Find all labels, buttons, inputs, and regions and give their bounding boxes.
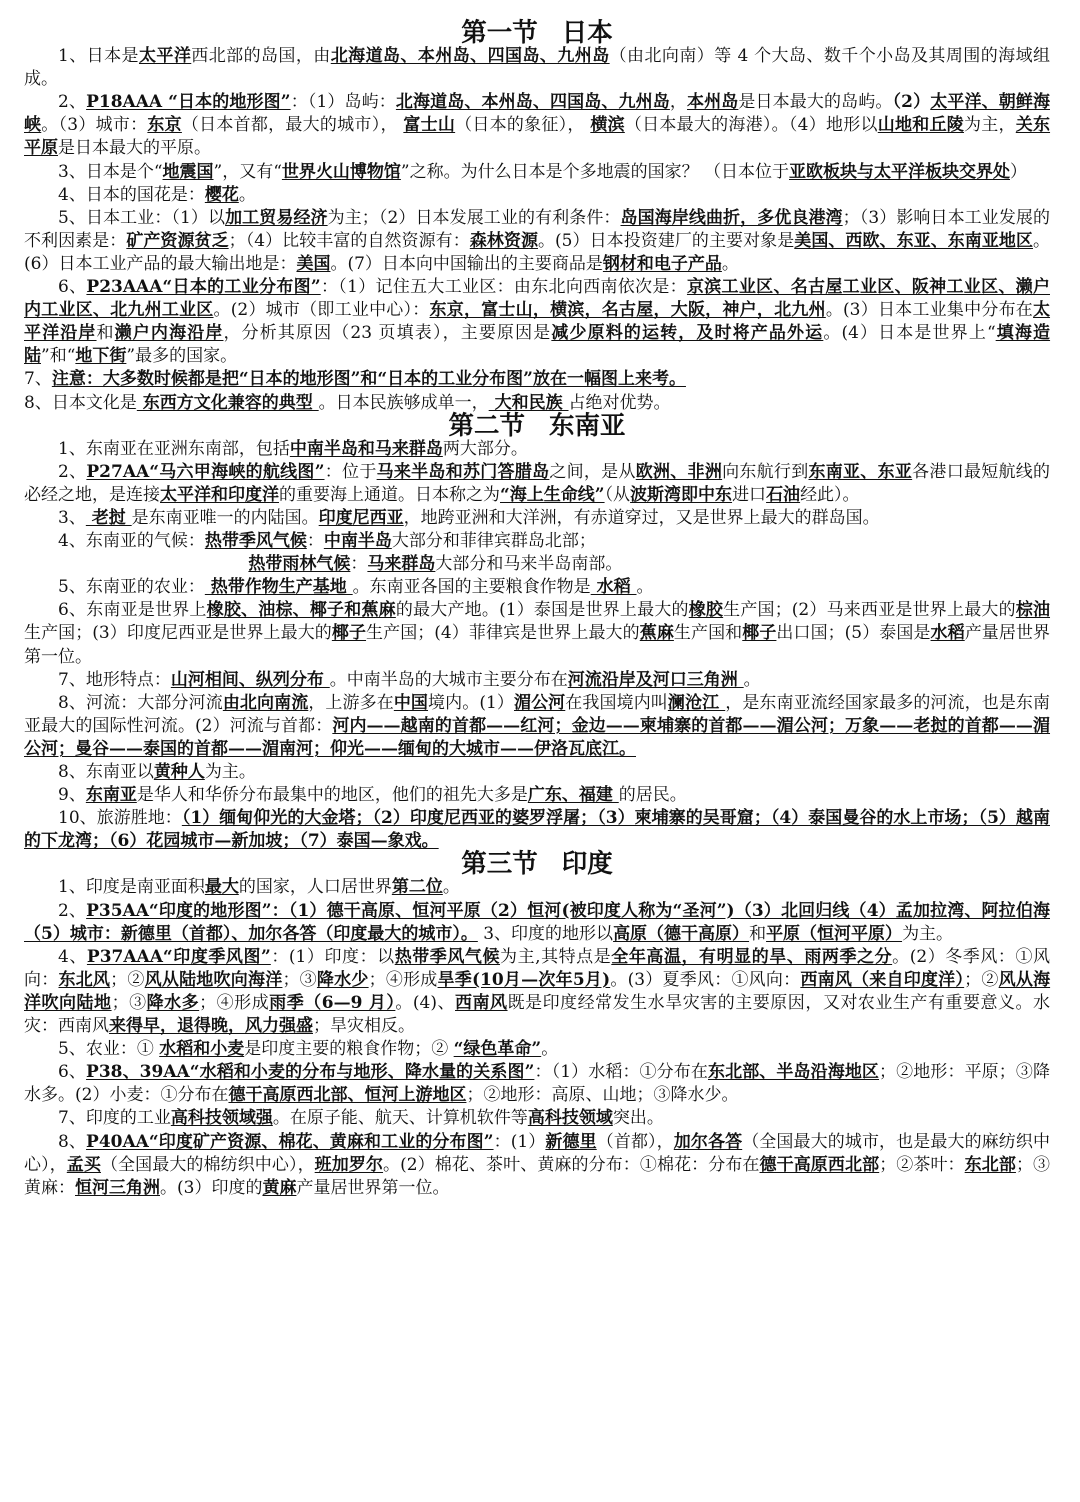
paragraph-item: 5、日本工业：（1）以加工贸易经济为主；（2）日本发展工业的有利条件：岛国海岸线曲折，多优良港湾；（3）影响日本工业发展的不利因素是：矿产资源贫乏；（4）比较丰富的自然资源有：森林资源。(5）日本投资建厂的主要对象是美国、西欧、东亚、东南亚地区。(6）日本工业产品的最大输出地是：美国。(7）日本向中国输出的主要商品是钢材和电子产品。 [24,207,1051,274]
paragraph-item: 6、P23AAA“日本的工业分布图”：（1）记住五大工业区：由东北向西南依次是：京滨工业区、名古屋工业区、阪神工业区、濑户内工业区、北九州工业区。(2）城市（即工业中心）：东京，富士山，横滨，名古屋，大阪，神户，北九州。(3）日本工业集中分布在太平洋沿岸和濑户内海沿岸，分析其原因（23 页填表），主要原因是减少原料的运转，及时将产品外运。(4）日本是世界上“填海造陆”和“地下街”最多的国家。 [24,277,1051,367]
section-japan [24,18,1051,415]
section-india [24,849,1051,1199]
paragraph-item: 5、农业：① 水稻和小麦是印度主要的粮食作物；② “绿色革命”。 [58,1039,559,1060]
paragraph-item: 7、地形特点：山河相间、纵列分布 。中南半岛的大城市主要分布在河流沿岸及河口三角洲 。 [58,669,761,690]
paragraph-item: 8、P40AA“印度矿产资源、棉花、黄麻和工业的分布图”：(1）新德里（首都），加尔各答（全国最大的城市，也是最大的麻纺织中心），孟买（全国最大的棉纺织中心），班加罗尔。(2）棉花、茶叶、黄麻的分布：①棉花：分布在德干高原西北部；②茶叶：东北部；③黄麻：恒河三角洲。(3）印度的黄麻产量居世界第一位。 [24,1131,1051,1198]
paragraph-item: 2、P27AA“马六甲海峡的航线图”：位于马来半岛和苏门答腊岛之间，是从欧洲、非洲向东航行到东南亚、东亚各港口最短航线的必经之地，是连接太平洋和印度洋的重要海上通道。日本称之为“海上生命线”（从波斯湾即中东进口石油经此）。 [24,461,1051,505]
paragraph-item: 1、东南亚在亚洲东南部，包括中南半岛和马来群岛两大部分。 [58,438,528,459]
paragraph-item: 4、东南亚的气候：热带季风气候：中南半岛大部分和菲律宾群岛北部； [58,531,596,552]
paragraph-item: 2、P18AAA “日本的地形图”：（1）岛屿：北海道岛、本州岛、四国岛、九州岛，本州岛是日本最大的岛屿。（2）太平洋、朝鲜海峡。（3）城市：东京（日本首都，最大的城市）， 富士山（日本的象征）， 横滨（日本最大的海港）。（4）地形以山地和丘陵为主，关东平原是日本最大的平原。 [24,92,1051,159]
paragraph-item: 1、印度是南亚面积最大的国家，人口居世界第二位。 [58,877,460,898]
paragraph-item: 2、P35AA“印度的地形图”：（1）德干高原、恒河平原（2）恒河(被印度人称为“圣河”)（3）北回归线（4）孟加拉湾、阿拉伯海（5）城市：新德里（首都）、加尔各答（印度最大的城市）。 3、印度的地形以高原（德干高原）和平原（恒河平原）为主。 [24,900,1050,944]
paragraph-item: 10、旅游胜地：（1）缅甸仰光的大金塔；（2）印度尼西亚的婆罗浮屠；（3）柬埔寨的吴哥窟；（4）泰国曼谷的水上市场；（5）越南的下龙湾；（6）花园城市—新加坡；（7）泰国—象戏。 [24,808,1050,852]
section-southeast-asia [24,410,1051,854]
paragraph-item: 8、日本文化是 东西方文化兼容的典型 。日本民族够成单一， 大和民族 占绝对优势。 [24,392,671,413]
paragraph-item: 热带雨林气候：马来群岛大部分和马来半岛南部。 [248,554,623,575]
paragraph-item: 4、日本的国花是：樱花。 [58,184,256,205]
paragraph-item: 1、日本是太平洋西北部的岛国，由北海道岛、本州岛、四国岛、九州岛（由北向南）等 4 个大岛、数千个小岛及其周围的海域组成。 [24,46,1051,90]
paragraph-item: 3、 老挝 是东南亚唯一的内陆国。印度尼西亚，地跨亚洲和大洋洲，有赤道穿过，又是世界上最大的群岛国。 [58,507,880,528]
paragraph-item: 7、注意：大多数时候都是把“日本的地形图”和“日本的工业分布图”放在一幅图上来考。 [24,369,686,390]
paragraph-item: 6、东南亚是世界上橡胶、油棕、椰子和蕉麻的最大产地。(1）泰国是世界上最大的橡胶生产国；(2）马来西亚是世界上最大的棕油生产国；(3）印度尼西亚是世界上最大的椰子生产国；(4）菲律宾是世界上最大的蕉麻生产国和椰子出口国；(5）泰国是水稻产量居世界第一位。 [24,600,1051,667]
paragraph-item: 5、东南亚的农业： 热带作物生产基地 。东南亚各国的主要粮食作物是 水稻 。 [58,577,654,598]
paragraph-item: 8、东南亚以黄种人为主。 [58,762,256,782]
paragraph-item: 9、东南亚是华人和华侨分布最集中的地区，他们的祖先大多是广东、福建 的居民。 [58,785,687,806]
paragraph-item: 3、日本是个“地震国”，又有“世界火山博物馆”之称。为什么日本是个多地震的国家？ （日本位于亚欧板块与太平洋板块交界处） [58,161,1027,182]
paragraph-item: 4、P37AAA“印度季风图”：(1）印度：以热带季风气候为主,其特点是全年高温，有明显的旱、雨两季之分。(2）冬季风：①风向：东北风；②风从陆地吹向海洋；③降水少；④形成旱季(10月—次年5月)。(3）夏季风：①风向：西南风（来自印度洋）；②风从海洋吹向陆地；③降水多；④形成雨季（6—9 月）。(4)、西南风既是印度经常发生水旱灾害的主要原因，又对农业生产有重要意义。水灾：西南风来得早，退得晚，风力强盛；旱灾相反。 [24,946,1051,1037]
section-title: 第三节 印度 [461,849,613,880]
paragraph-item: 8、河流：大部分河流由北向南流，上游多在中国境内。(1）湄公河在我国境内叫澜沧江 ，是东南亚流经国家最多的河流，也是东南亚最大的国际性河流。(2）河流与首都：河内——越南的首都——红河；金边——柬埔寨的首都——湄公河；万象——老挝的首都——湄公河；曼谷——泰国的首都——湄南河；仰光——缅甸的大城市——伊洛瓦底江。 [24,692,1051,759]
section-title: 第一节 日本 [461,18,613,48]
section-title: 第二节 东南亚 [448,410,626,441]
paragraph-item: 7、印度的工业高科技领域强。在原子能、航天、计算机软件等高科技领域突出。 [58,1108,664,1129]
paragraph-item: 6、P38、39AA“水稻和小麦的分布与地形、降水量的关系图”：（1）水稻：①分布在东北部、半岛沿海地区；②地形：平原；③降水多。(2）小麦：①分布在德干高原西北部、恒河上游地区；②地形：高原、山地；③降水少。 [24,1062,1050,1106]
